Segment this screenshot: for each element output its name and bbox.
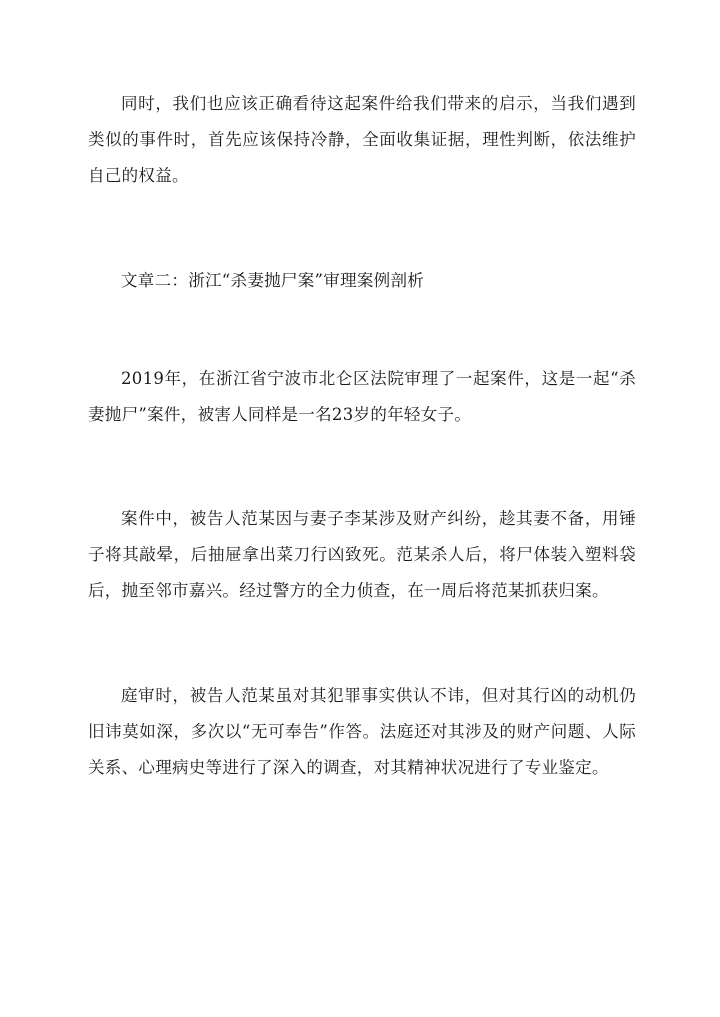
paragraph-trial: 庭审时，被告人范某虽对其犯罪事实供认不讳，但对其行凶的动机仍旧讳莫如深，多次以“无可奉告”作答。法庭还对其涉及的财产问题、人际关系、心理病史等进行了深入的调查，对其精神状况进行了专业鉴定。 bbox=[88, 686, 636, 777]
paragraph-conclusion: 同时，我们也应该正确看待这起案件给我们带来的启示，当我们遇到类似的事件时，首先应该保持冷静，全面收集证据，理性判断，依法维护自己的权益。 bbox=[88, 94, 636, 185]
paragraph-case-intro: 2019年，在浙江省宁波市北仑区法院审理了一起案件，这是一起“杀妻抛尸”案件，被害人同样是一名23岁的年轻女子。 bbox=[88, 369, 636, 424]
section-heading: 文章二：浙江“杀妻抛尸案”审理案例剖析 bbox=[121, 271, 425, 290]
paragraph-case-facts: 案件中，被告人范某因与妻子李某涉及财产纠纷，趁其妻不备，用锤子将其敲晕，后抽屉拿出菜刀行凶致死。范某杀人后，将尸体装入塑料袋后，抛至邻市嘉兴。经过警方的全力侦查，在一周后将范某抓获归案。 bbox=[88, 509, 636, 600]
